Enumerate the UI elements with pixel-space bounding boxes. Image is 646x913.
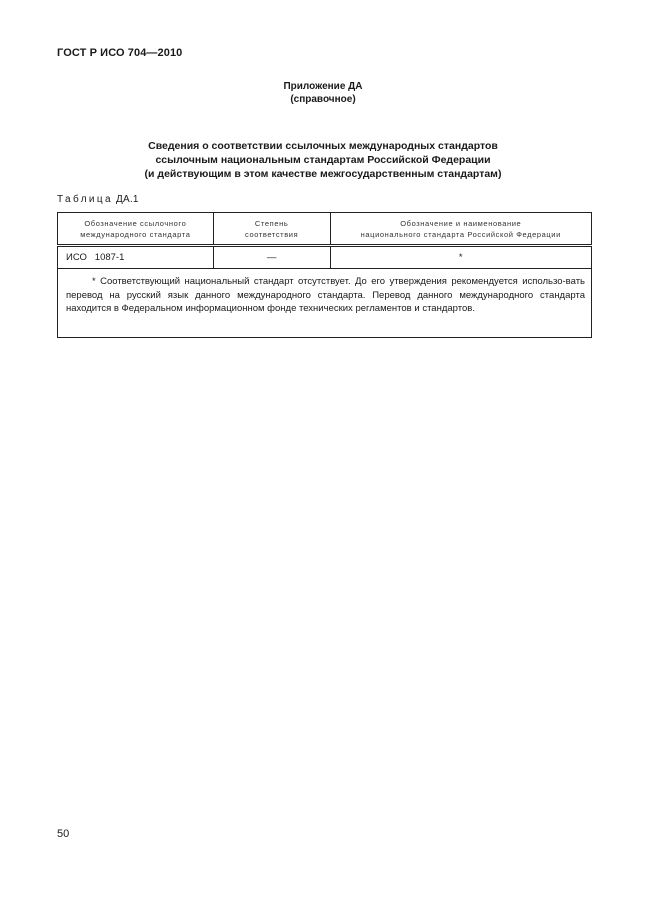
column-header-degree: Степень соответствия <box>213 213 330 246</box>
table-caption-word: Таблица <box>57 194 114 205</box>
table-row <box>58 246 592 269</box>
page-number: 50 <box>57 828 70 840</box>
reference-table <box>57 212 592 338</box>
appendix-title: Приложение ДА <box>283 81 363 92</box>
section-heading <box>0 139 646 181</box>
heading-line: ссылочным национальным стандартам Российской Федерации <box>155 154 491 166</box>
heading-line: (и действующим в этом качестве межгосударственным стандартам) <box>144 168 502 180</box>
table-caption-number: ДА.1 <box>116 194 139 205</box>
cell-degree: — <box>213 246 330 269</box>
footnote-text: * Соответствующий национальный стандарт отсутствует. До его утверждения рекомендуется использо-вать перевод на русский язык данного международного стандарта. Перевод данного международного стандарта находится в Федеральном информационном фонде технических регламентов и стандартов. <box>66 276 585 314</box>
column-header-national: Обозначение и наименование национального стандарта Российской Федерации <box>330 213 591 246</box>
appendix-block <box>0 80 646 106</box>
heading-line: Сведения о соответствии ссылочных международных стандартов <box>148 140 498 152</box>
appendix-subtitle: (справочное) <box>290 94 356 105</box>
cell-designation: ИСО 1087-1 <box>58 246 214 269</box>
document-code: ГОСТ Р ИСО 704—2010 <box>57 47 183 59</box>
cell-national: * <box>330 246 591 269</box>
table-header-row <box>58 213 592 246</box>
column-header-designation: Обозначение ссылочного международного стандарта <box>58 213 214 246</box>
table-caption <box>57 194 139 205</box>
table-footnote-row <box>58 269 592 338</box>
table-footnote <box>58 269 592 338</box>
